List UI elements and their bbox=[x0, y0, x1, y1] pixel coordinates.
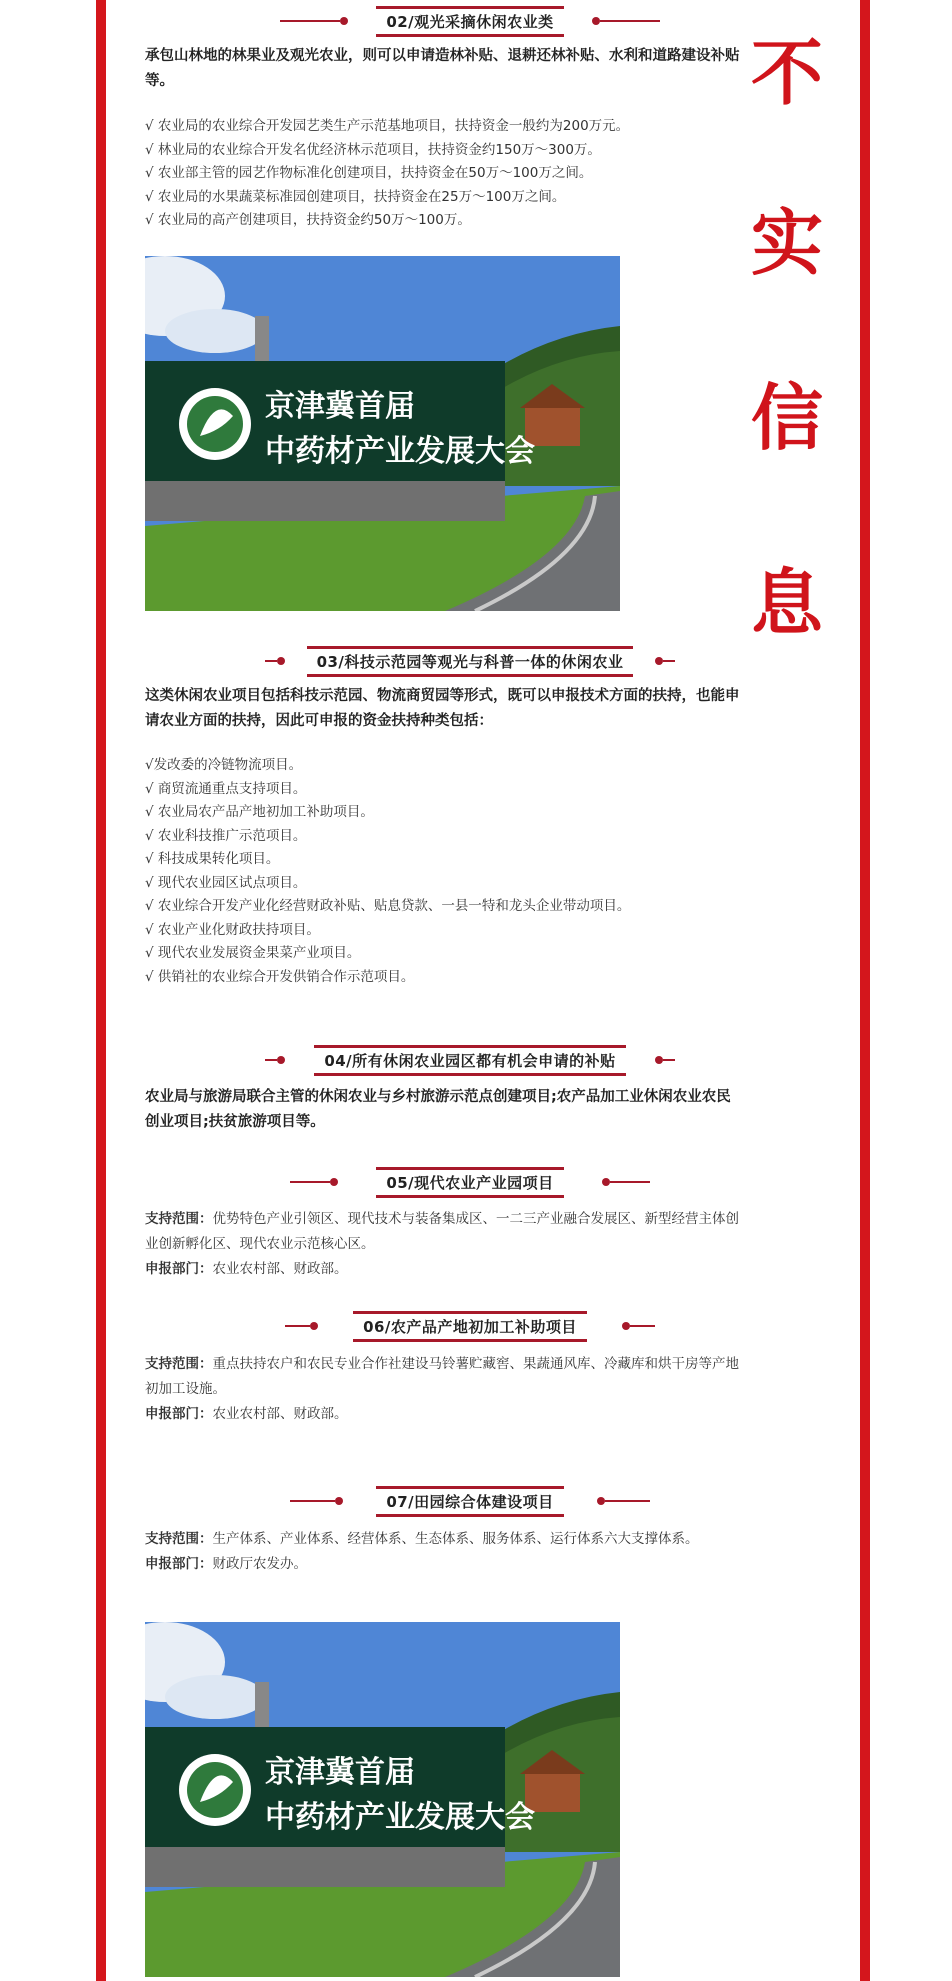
list-item: √ 农业科技推广示范项目。 bbox=[145, 827, 307, 844]
conference-sign-photo bbox=[145, 1622, 620, 1977]
dept-label: 申报部门： bbox=[145, 1406, 213, 1422]
section-title: 04/所有休闲农业园区都有机会申请的补贴 bbox=[314, 1045, 625, 1076]
scope-label: 支持范围： bbox=[145, 1356, 213, 1372]
section-header-03 bbox=[265, 645, 675, 677]
section-title: 03/科技示范园等观光与科普一体的休闲农业 bbox=[307, 646, 634, 677]
list-item: √ 商贸流通重点支持项目。 bbox=[145, 780, 307, 797]
section-title: 06/农产品产地初加工补助项目 bbox=[353, 1311, 587, 1342]
support-scope bbox=[145, 1352, 745, 1402]
section-header-06 bbox=[285, 1310, 655, 1342]
list-item: √ 农业局的高产创建项目，扶持资金约50万～100万。 bbox=[145, 212, 471, 228]
section-header-02 bbox=[280, 5, 660, 37]
scope-text: 重点扶持农户和农民专业合作社建设马铃薯贮藏窖、果蔬通风库、冷藏库和烘干房等产地初加工设施。 bbox=[145, 1356, 739, 1397]
list-item: √ 农业局的农业综合开发园艺类生产示范基地项目，扶持资金一般约为200万元。 bbox=[145, 118, 630, 134]
watermark-char: 信 bbox=[750, 376, 823, 460]
list-item: √ 农业综合开发产业化经营财政补贴、贴息贷款、一县一特和龙头企业带动项目。 bbox=[145, 898, 631, 914]
scope-text: 优势特色产业引领区、现代技术与装备集成区、一二三产业融合发展区、新型经营主体创业创新孵化区、现代农业示范核心区。 bbox=[145, 1211, 739, 1252]
section-header-07 bbox=[290, 1485, 650, 1517]
department bbox=[145, 1257, 745, 1282]
department bbox=[145, 1552, 745, 1577]
support-scope bbox=[145, 1527, 745, 1552]
dept-label: 申报部门： bbox=[145, 1261, 213, 1277]
watermark-char: 实 bbox=[750, 201, 823, 285]
list-item: √ 农业局农产品产地初加工补助项目。 bbox=[145, 804, 374, 820]
section-intro: 承包山林地的林果业及观光农业，则可以申请造林补贴、退耕还林补贴、水利和道路建设补贴等。 bbox=[145, 48, 740, 89]
dept-label: 申报部门： bbox=[145, 1556, 213, 1572]
dept-text: 农业农村部、财政部。 bbox=[212, 1406, 348, 1422]
scope-label: 支持范围： bbox=[145, 1531, 213, 1547]
section-header-05 bbox=[290, 1166, 650, 1198]
section-title: 07/田园综合体建设项目 bbox=[376, 1486, 563, 1517]
scope-label: 支持范围： bbox=[145, 1211, 213, 1227]
list-item: √ 农业产业化财政扶持项目。 bbox=[145, 921, 320, 938]
list-item: √ 农业部主管的园艺作物标准化创建项目，扶持资金在50万～100万之间。 bbox=[145, 165, 593, 181]
list-item: √ 供销社的农业综合开发供销合作示范项目。 bbox=[145, 968, 415, 985]
sign-line2: 中药材产业发展大会 bbox=[265, 1800, 535, 1835]
list-item: √ 现代农业园区试点项目。 bbox=[145, 874, 307, 891]
list-item: √ 农业局的水果蔬菜标准园创建项目，扶持资金在25万～100万之间。 bbox=[145, 188, 566, 205]
section-intro: 这类休闲农业项目包括科技示范园、物流商贸园等形式，既可以申报技术方面的扶持，也能申请农业方面的扶持，因此可申报的资金扶持种类包括： bbox=[145, 688, 740, 729]
section-title: 05/现代农业产业园项目 bbox=[376, 1167, 563, 1198]
left-red-border bbox=[96, 0, 106, 1981]
conference-sign-photo bbox=[145, 256, 620, 611]
list-item: √发改委的冷链物流项目。 bbox=[145, 757, 303, 773]
sign-line1: 京津冀首届 bbox=[265, 389, 415, 424]
support-scope bbox=[145, 1207, 745, 1257]
section-title: 02/观光采摘休闲农业类 bbox=[376, 6, 563, 37]
dept-text: 农业农村部、财政部。 bbox=[212, 1261, 348, 1277]
section-header-04 bbox=[265, 1044, 675, 1076]
department bbox=[145, 1402, 745, 1427]
list-item: √ 科技成果转化项目。 bbox=[145, 851, 280, 867]
watermark-char: 息 bbox=[750, 561, 823, 645]
right-red-border bbox=[860, 0, 870, 1981]
list-item: √ 林业局的农业综合开发名优经济林示范项目，扶持资金约150万～300万。 bbox=[145, 141, 601, 158]
dept-text: 财政厅农发办。 bbox=[212, 1556, 307, 1572]
section-intro: 农业局与旅游局联合主管的休闲农业与乡村旅游示范点创建项目;农产品加工业休闲农业农民创业项目;扶贫旅游项目等。 bbox=[145, 1089, 731, 1130]
list-item: √ 现代农业发展资金果菜产业项目。 bbox=[145, 945, 361, 961]
watermark-char: 不 bbox=[750, 31, 823, 115]
sign-line1: 京津冀首届 bbox=[265, 1755, 415, 1790]
sign-line2: 中药材产业发展大会 bbox=[265, 434, 535, 469]
scope-text: 生产体系、产业体系、经营体系、生态体系、服务体系、运行体系六大支撑体系。 bbox=[212, 1531, 699, 1547]
